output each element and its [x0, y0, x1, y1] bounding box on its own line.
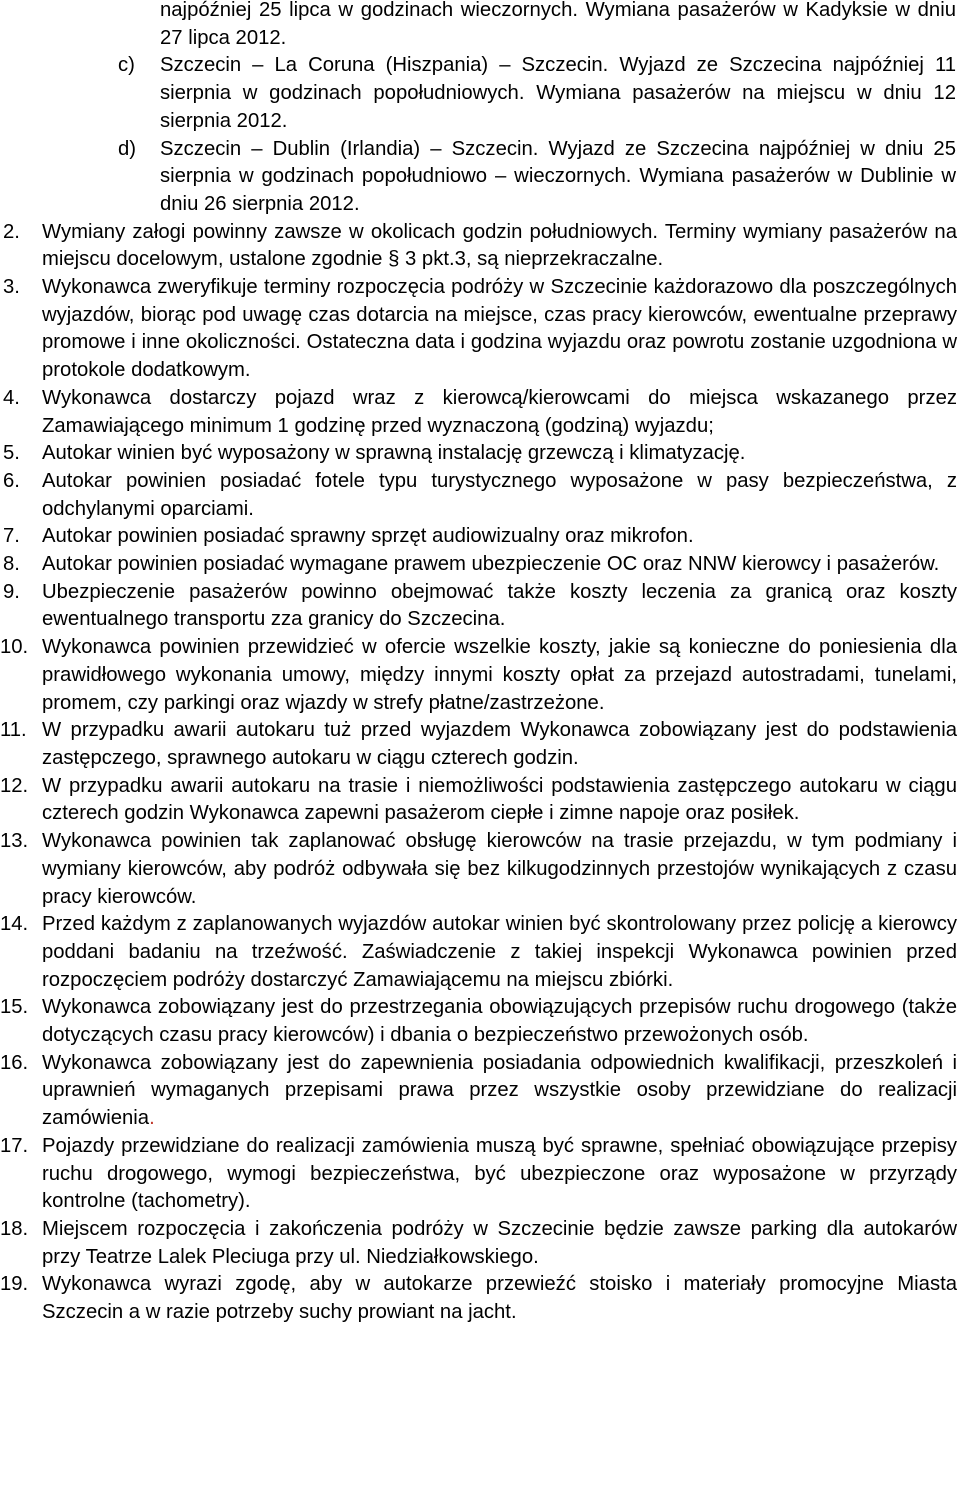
item-number: 5.	[3, 442, 20, 465]
item-text: Wykonawca zobowiązany jest do przestrzegania obowiązujących przepisów ruchu drogowego (także dotyczących czasu pracy kierowców) i dbania o bezpieczeństwo przewożonych osób.	[42, 996, 957, 1047]
item-text: W przypadku awarii autokaru na trasie i niemożliwości podstawienia zastępczego autokaru w ciągu czterech godzin Wykonawca zapewni pasażerom ciepłe i zimne napoje oraz posiłek.	[42, 774, 957, 825]
item-text: Wykonawca powinien przewidzieć w ofercie wszelkie koszty, jakie są konieczne do poniesienia dla prawidłowego wykonania umowy, między innymi koszty opłat za przejazd autostradami, tunelami, promem, czy parkingi oraz wjazdy w strefy płatne/zastrzeżone.	[42, 636, 957, 714]
subitem-label: d)	[118, 137, 137, 160]
item-number: 10.	[0, 636, 29, 659]
item-number: 14.	[0, 913, 29, 936]
list-item-4	[3, 385, 957, 440]
item-text: Autokar powinien posiadać wymagane prawem ubezpieczenie OC oraz NNW kierowcy i pasażerów.	[42, 553, 940, 576]
item-number: 3.	[3, 276, 20, 299]
item-number: 15.	[0, 996, 29, 1019]
subitem-b-continuation	[160, 0, 956, 52]
list-item-3	[3, 274, 957, 385]
subitem-text: Szczecin – Dublin (Irlandia) – Szczecin. Wyjazd ze Szczecina najpóźniej w dniu 25 sierpnia w godzinach popołudniowo – wieczornych. Wymiana pasażerów w Dublinie w dniu 26 sierpnia 2012.	[160, 137, 956, 215]
list-item-17	[0, 1133, 957, 1216]
item-number: 11.	[0, 719, 27, 742]
item-text: Wykonawca zweryfikuje terminy rozpoczęcia podróży w Szczecinie każdorazowo dla poszczególnych wyjazdów, biorąc pod uwagę czas dotarcia na miejsce, czas pracy kierowców, ewentualne przeprawy promowe i inne okoliczności. Ostateczna data i godzina wyjazdu oraz powrotu zostanie uzgodniona w protokole dodatkowym.	[42, 276, 957, 382]
list-item-15	[0, 994, 957, 1049]
list-item-8	[3, 551, 957, 579]
item-text: Miejscem rozpoczęcia i zakończenia podróży w Szczecinie będzie zawsze parking dla autokarów przy Teatrze Lalek Pleciuga przy ul. Niedziałkowskiego.	[42, 1217, 957, 1268]
item-number: 16.	[0, 1051, 29, 1074]
subitem-d	[118, 136, 956, 219]
item-text: Wykonawca powinien tak zaplanować obsługę kierowców na trasie przejazdu, w tym podmiany i wymiany kierowców, aby podróż odbywała się bez kilkugodzinnych przestojów wynikających z czasu pracy kierowców.	[42, 830, 957, 908]
list-item-6	[3, 468, 957, 523]
item-text: Przed każdym z zaplanowanych wyjazdów autokar winien być skontrolowany przez policję a kierowcy poddani badaniu na trzeźwość. Zaświadczenie z takiej inspekcji Wykonawca powinien przed rozpoczęciem podróży dostarczyć Zamawiającemu na miejscu zbiórki.	[42, 913, 957, 991]
item-number: 13.	[0, 830, 29, 853]
list-item-2	[3, 219, 957, 274]
list-item-19	[0, 1271, 957, 1326]
list-item-11	[0, 717, 957, 772]
item-text: Autokar winien być wyposażony w sprawną instalację grzewczą i klimatyzację.	[42, 442, 746, 465]
list-item-7	[3, 523, 957, 551]
item-number: 2.	[3, 220, 20, 243]
item-number: 8.	[3, 553, 20, 576]
list-item-18	[0, 1216, 957, 1271]
item-text: Wykonawca dostarczy pojazd wraz z kierowcą/kierowcami do miejsca wskazanego przez Zamawiającego minimum 1 godzinę przed wyznaczoną (godziną) wyjazdu;	[42, 386, 957, 437]
item-number: 4.	[3, 386, 20, 409]
item-number: 19.	[0, 1273, 29, 1296]
item-text: Wymiany załogi powinny zawsze w okolicach godzin południowych. Terminy wymiany pasażerów na miejscu docelowym, ustalone zgodnie § 3 pkt.3, są nieprzekraczalne.	[42, 220, 957, 271]
item-text: Autokar powinien posiadać fotele typu turystycznego wyposażone w pasy bezpieczeństwa, z odchylanymi oparciami.	[42, 469, 957, 520]
item-text: Pojazdy przewidziane do realizacji zamówienia muszą być sprawne, spełniać obowiązujące przepisy ruchu drogowego, wymogi bezpieczeństwa, być ubezpieczone oraz wyposażone w przyrządy kontrolne (tachometry).	[42, 1134, 957, 1213]
list-item-14	[0, 911, 957, 994]
list-item-5	[3, 440, 957, 468]
subitem-label: c)	[118, 54, 135, 77]
item-text: Ubezpieczenie pasażerów powinno obejmować także koszty leczenia za granicą oraz koszty ewentualnego transportu zza granicy do Szczecina.	[42, 580, 957, 631]
item-number: 9.	[3, 580, 20, 603]
item-number: 12.	[0, 774, 29, 797]
subitem-text: Szczecin – La Coruna (Hiszpania) – Szczecin. Wyjazd ze Szczecina najpóźniej 11 sierpnia w godzinach popołudniowych. Wymiana pasażerów na miejscu w dniu 12 sierpnia 2012.	[160, 54, 956, 132]
item-text: W przypadku awarii autokaru tuż przed wyjazdem Wykonawca zobowiązany jest do podstawienia zastępczego, sprawnego autokaru w ciągu czterech godzin.	[42, 719, 957, 769]
list-item-16	[0, 1050, 957, 1133]
item-number: 7.	[3, 525, 20, 548]
list-item-13	[0, 828, 957, 911]
item-text: Autokar powinien posiadać sprawny sprzęt audiowizualny oraz mikrofon.	[42, 525, 694, 548]
item-text: Wykonawca zobowiązany jest do zapewnienia posiadania odpowiednich kwalifikacji, przeszkoleń i uprawnień wymaganych przepisami prawa przez wszystkie osoby przewidziane do realizacji zamówienia	[42, 1051, 957, 1130]
subitem-text: najpóźniej 25 lipca w godzinach wieczornych. Wymiana pasażerów w Kadyksie w dniu 27 lipca 2012.	[160, 0, 956, 49]
list-item-12	[0, 773, 957, 828]
item-trailing-period: .	[149, 1107, 155, 1130]
item-text: Wykonawca wyrazi zgodę, aby w autokarze przewieźć stoisko i materiały promocyjne Miasta Szczecin a w razie potrzeby suchy prowiant na jacht.	[42, 1273, 957, 1324]
item-number: 6.	[3, 469, 20, 492]
item-number: 17.	[0, 1134, 29, 1157]
subitem-c	[118, 52, 956, 135]
list-item-9	[3, 579, 957, 634]
list-item-10	[0, 634, 957, 717]
item-number: 18.	[0, 1217, 29, 1240]
